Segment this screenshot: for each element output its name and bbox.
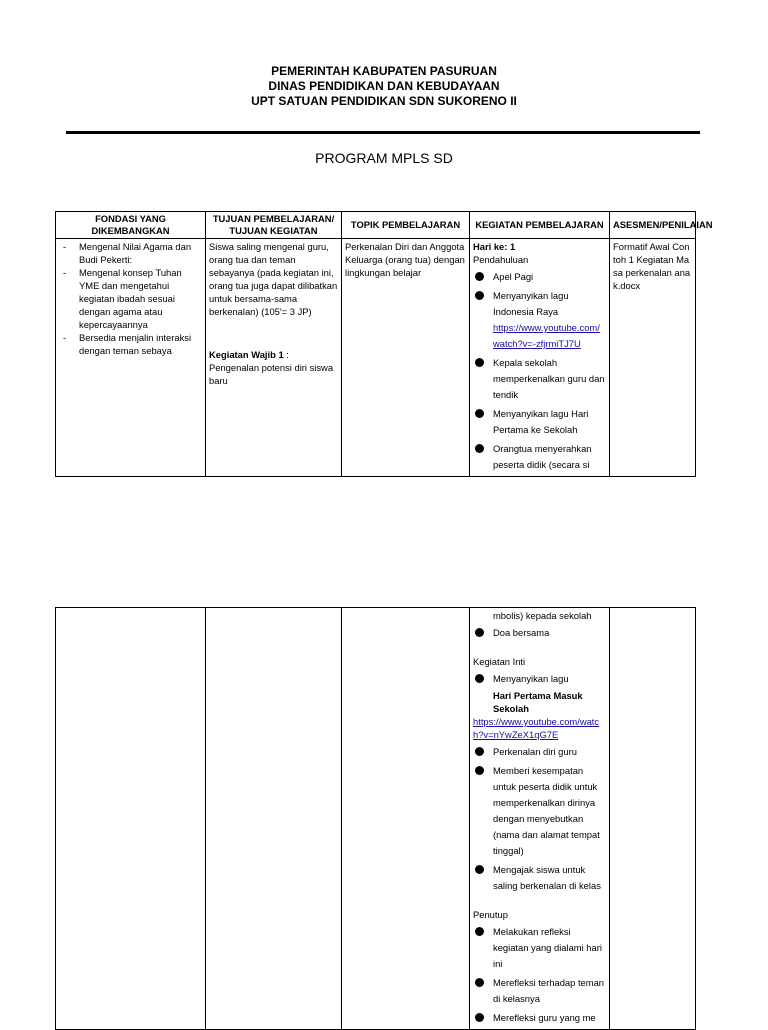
list-item: Mengajak siswa untuk saling berkenalan di kelas <box>473 862 606 894</box>
kegiatan-wajib-label: Kegiatan Wajib 1 <box>209 349 284 360</box>
tujuan-cell <box>206 239 342 477</box>
list-item: - Mengenal konsep Tuhan YME dan mengetahui kegiatan ibadah sesuai dengan agama atau kepercayaannya <box>59 266 202 331</box>
kegiatan-cell <box>470 608 610 1030</box>
bullet-icon <box>475 272 484 281</box>
column-header-tujuan: TUJUAN PEMBELAJARAN/ TUJUAN KEGIATAN <box>206 212 342 239</box>
column-header-topik: TOPIK PEMBELAJARAN <box>342 212 470 239</box>
list-item: Memberi kesempatan untuk peserta didik untuk memperkenalkan dirinya dengan menyebutkan (nama dan alamat tempat tinggal) <box>473 763 606 859</box>
header-divider <box>66 131 700 134</box>
bullet-icon <box>475 978 484 987</box>
fondasi-list <box>59 240 202 357</box>
topik-cell <box>342 239 470 477</box>
list-item: Melakukan refleksi kegiatan yang dialami hari ini <box>473 924 606 972</box>
kegiatan-wajib-text: : Pengenalan potensi diri siswa baru <box>209 349 334 386</box>
asesmen-text: Formatif Awal Contoh 1 Kegiatan Masa perkenalan anak.docx <box>613 241 691 291</box>
asesmen-cell <box>610 608 696 1030</box>
list-item: Menyanyikan lagu <box>473 671 606 687</box>
bullet-icon <box>475 628 484 637</box>
bullet-icon <box>475 444 484 453</box>
table-row <box>56 239 696 477</box>
page-title: PROGRAM MPLS SD <box>315 150 453 166</box>
continuation-text: mbolis) kepada sekolah <box>493 610 592 621</box>
list-item: Perkenalan diri guru <box>473 744 606 760</box>
list-item: - Bersedia menjalin interaksi dengan teman sebaya <box>59 331 202 357</box>
song-link[interactable]: https://www.youtube.com/watch?v=nYwZeX1qG7E <box>473 716 600 740</box>
list-item: Doa bersama <box>473 625 606 641</box>
header-line-1: PEMERINTAH KABUPATEN PASURUAN <box>271 64 497 78</box>
asesmen-cell <box>610 239 696 477</box>
bullet-icon <box>475 358 484 367</box>
fondasi-cell <box>56 239 206 477</box>
list-item: Kepala sekolah memperkenalkan guru dan tendik <box>473 355 606 403</box>
column-header-kegiatan: KEGIATAN PEMBELAJARAN <box>470 212 610 239</box>
tujuan-cell <box>206 608 342 1030</box>
indonesia-raya-link[interactable]: https://www.youtube.com/watch?v=-zfjrmiTJ7U <box>493 322 600 349</box>
bullet-icon <box>475 1013 484 1022</box>
list-item: Orangtua menyerahkan peserta didik (secara si <box>473 441 606 473</box>
kegiatan-cell <box>470 239 610 477</box>
bullet-icon <box>475 766 484 775</box>
hari-label: Hari ke: 1 <box>473 241 516 252</box>
list-item: Menyanyikan lagu Hari Pertama ke Sekolah <box>473 406 606 438</box>
list-item: Merefleksi terhadap teman di kelasnya <box>473 975 606 1007</box>
topik-text: Perkenalan Diri dan Anggota Keluarga (orang tua) dengan lingkungan belajar <box>345 241 465 278</box>
header-line-2: DINAS PENDIDIKAN DAN KEBUDAYAAN <box>268 79 500 93</box>
list-item: Menyanyikan lagu Indonesia Raya https://www.youtube.com/watch?v=-zfjrmiTJ7U <box>473 288 606 352</box>
song-title: Hari Pertama Masuk Sekolah <box>493 690 583 714</box>
inti-label: Kegiatan Inti <box>473 656 526 667</box>
column-header-asesmen: ASESMEN/PENILAIAN <box>610 212 696 239</box>
bullet-icon <box>475 291 484 300</box>
table-header-row <box>56 212 696 239</box>
list-item: Merefleksi guru yang me <box>473 1010 606 1026</box>
program-table-continued <box>55 607 696 1030</box>
bullet-icon <box>475 927 484 936</box>
bullet-icon <box>475 674 484 683</box>
list-item: - Mengenal Nilai Agama dan Budi Pekerti: <box>59 240 202 266</box>
header-line-3: UPT SATUAN PENDIDIKAN SDN SUKORENO II <box>251 94 517 108</box>
bullet-icon <box>475 865 484 874</box>
program-table <box>55 211 713 477</box>
document-header <box>0 64 768 109</box>
pendahuluan-label: Pendahuluan <box>473 254 529 265</box>
list-item: Apel Pagi <box>473 269 606 285</box>
topik-cell <box>342 608 470 1030</box>
tujuan-text: Siswa saling mengenal guru, orang tua dan teman sebayanya (pada kegiatan ini, orang tua juga dapat dilibatkan untuk bersama-sama berkenalan) (105'= 3 JP) <box>209 241 338 317</box>
kegiatan-wajib <box>209 348 338 387</box>
bullet-icon <box>475 747 484 756</box>
penutup-label: Penutup <box>473 909 508 920</box>
column-header-fondasi: FONDASI YANG DIKEMBANGKAN <box>56 212 206 239</box>
fondasi-cell <box>56 608 206 1030</box>
table-row <box>56 608 696 1030</box>
bullet-icon <box>475 409 484 418</box>
